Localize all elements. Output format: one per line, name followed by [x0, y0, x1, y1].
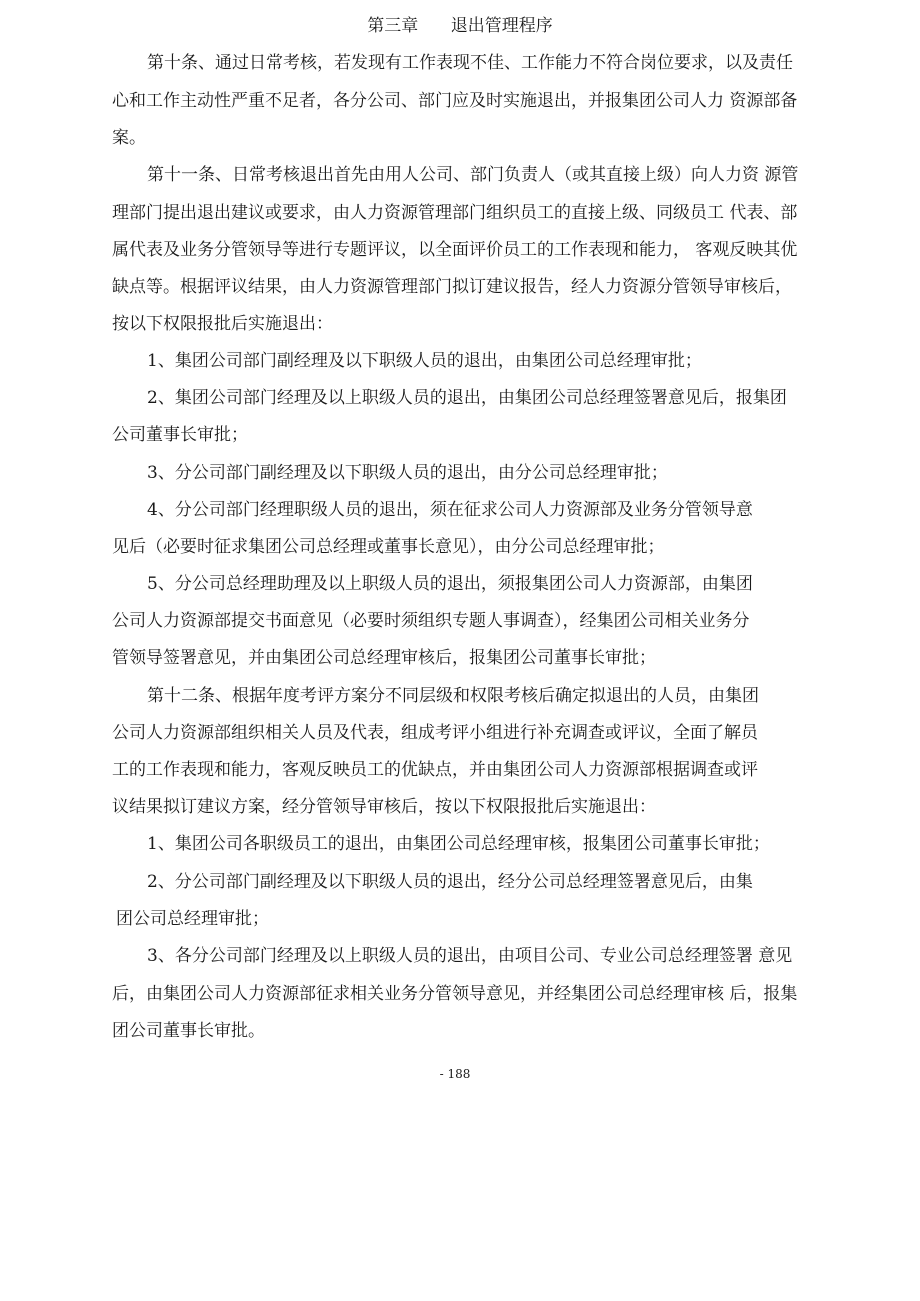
- list-item-line: 公司董事长审批；: [112, 425, 248, 445]
- list-item-line: 团公司董事长审批。: [112, 1021, 265, 1041]
- paragraph-line: 心和工作主动性严重不足者，各分公司、部门应及时实施退出，并报集团公司人力 资源部备: [112, 91, 798, 111]
- chapter-title: 第三章 退出管理程序: [367, 16, 553, 36]
- list-item-line: 后，由集团公司人力资源部征求相关业务分管领导意见，并经集团公司总经理审核 后，报集: [112, 984, 798, 1004]
- list-item-line: 5、分公司总经理助理及以上职级人员的退出，须报集团公司人力资源部，由集团: [147, 574, 753, 594]
- paragraph-line: 公司人力资源部组织相关人员及代表，组成考评小组进行补充调查或评议，全面了解员: [112, 723, 758, 743]
- list-item-line: 3、分公司部门副经理及以下职级人员的退出，由分公司总经理审批；: [147, 463, 668, 483]
- list-item-line: 1、集团公司各职级员工的退出，由集团公司总经理审核，报集团公司董事长审批；: [147, 834, 770, 854]
- list-item-line: 4、分公司部门经理职级人员的退出，须在征求公司人力资源部及业务分管领导意: [147, 500, 753, 520]
- paragraph-line: 第十条、通过日常考核，若发现有工作表现不佳、工作能力不符合岗位要求，以及责任: [147, 53, 793, 73]
- list-item-line: 2、分公司部门副经理及以下职级人员的退出，经分公司总经理签署意见后，由集: [147, 872, 753, 892]
- paragraph-line: 理部门提出退出建议或要求，由人力资源管理部门组织员工的直接上级、同级员工 代表、部: [112, 203, 798, 223]
- list-item-line: 3、各分公司部门经理及以上职级人员的退出，由项目公司、专业公司总经理签署 意见: [147, 946, 793, 966]
- list-item-line: 团公司总经理审批；: [116, 909, 269, 929]
- list-item-line: 公司人力资源部提交书面意见（必要时须组织专题人事调查），经集团公司相关业务分: [112, 611, 750, 631]
- list-item-line: 2、集团公司部门经理及以上职级人员的退出，由集团公司总经理签署意见后，报集团: [147, 388, 787, 408]
- paragraph-line: 属代表及业务分管领导等进行专题评议，以全面评价员工的工作表现和能力， 客观反映其优: [112, 240, 798, 260]
- list-item-line: 1、集团公司部门副经理及以下职级人员的退出，由集团公司总经理审批；: [147, 351, 702, 371]
- paragraph-line: 工的工作表现和能力，客观反映员工的优缺点，并由集团公司人力资源部根据调查或评: [112, 760, 758, 780]
- paragraph-line: 第十一条、日常考核退出首先由用人公司、部门负责人（或其直接上级）向人力资 源管: [147, 165, 799, 185]
- paragraph-line: 议结果拟订建议方案，经分管领导审核后，按以下权限报批后实施退出：: [112, 797, 656, 817]
- paragraph-line: 案。: [112, 128, 146, 148]
- list-item-line: 管领导签署意见，并由集团公司总经理审核后，报集团公司董事长审批；: [112, 648, 656, 668]
- page-number: - 188: [439, 1067, 471, 1081]
- paragraph-line: 按以下权限报批后实施退出：: [112, 314, 333, 334]
- paragraph-line: 缺点等。根据评议结果，由人力资源管理部门拟订建议报告，经人力资源分管领导审核后，: [112, 277, 792, 297]
- paragraph-line: 第十二条、根据年度考评方案分不同层级和权限考核后确定拟退出的人员，由集团: [147, 686, 759, 706]
- list-item-line: 见后（必要时征求集团公司总经理或董事长意见），由分公司总经理审批；: [112, 537, 665, 557]
